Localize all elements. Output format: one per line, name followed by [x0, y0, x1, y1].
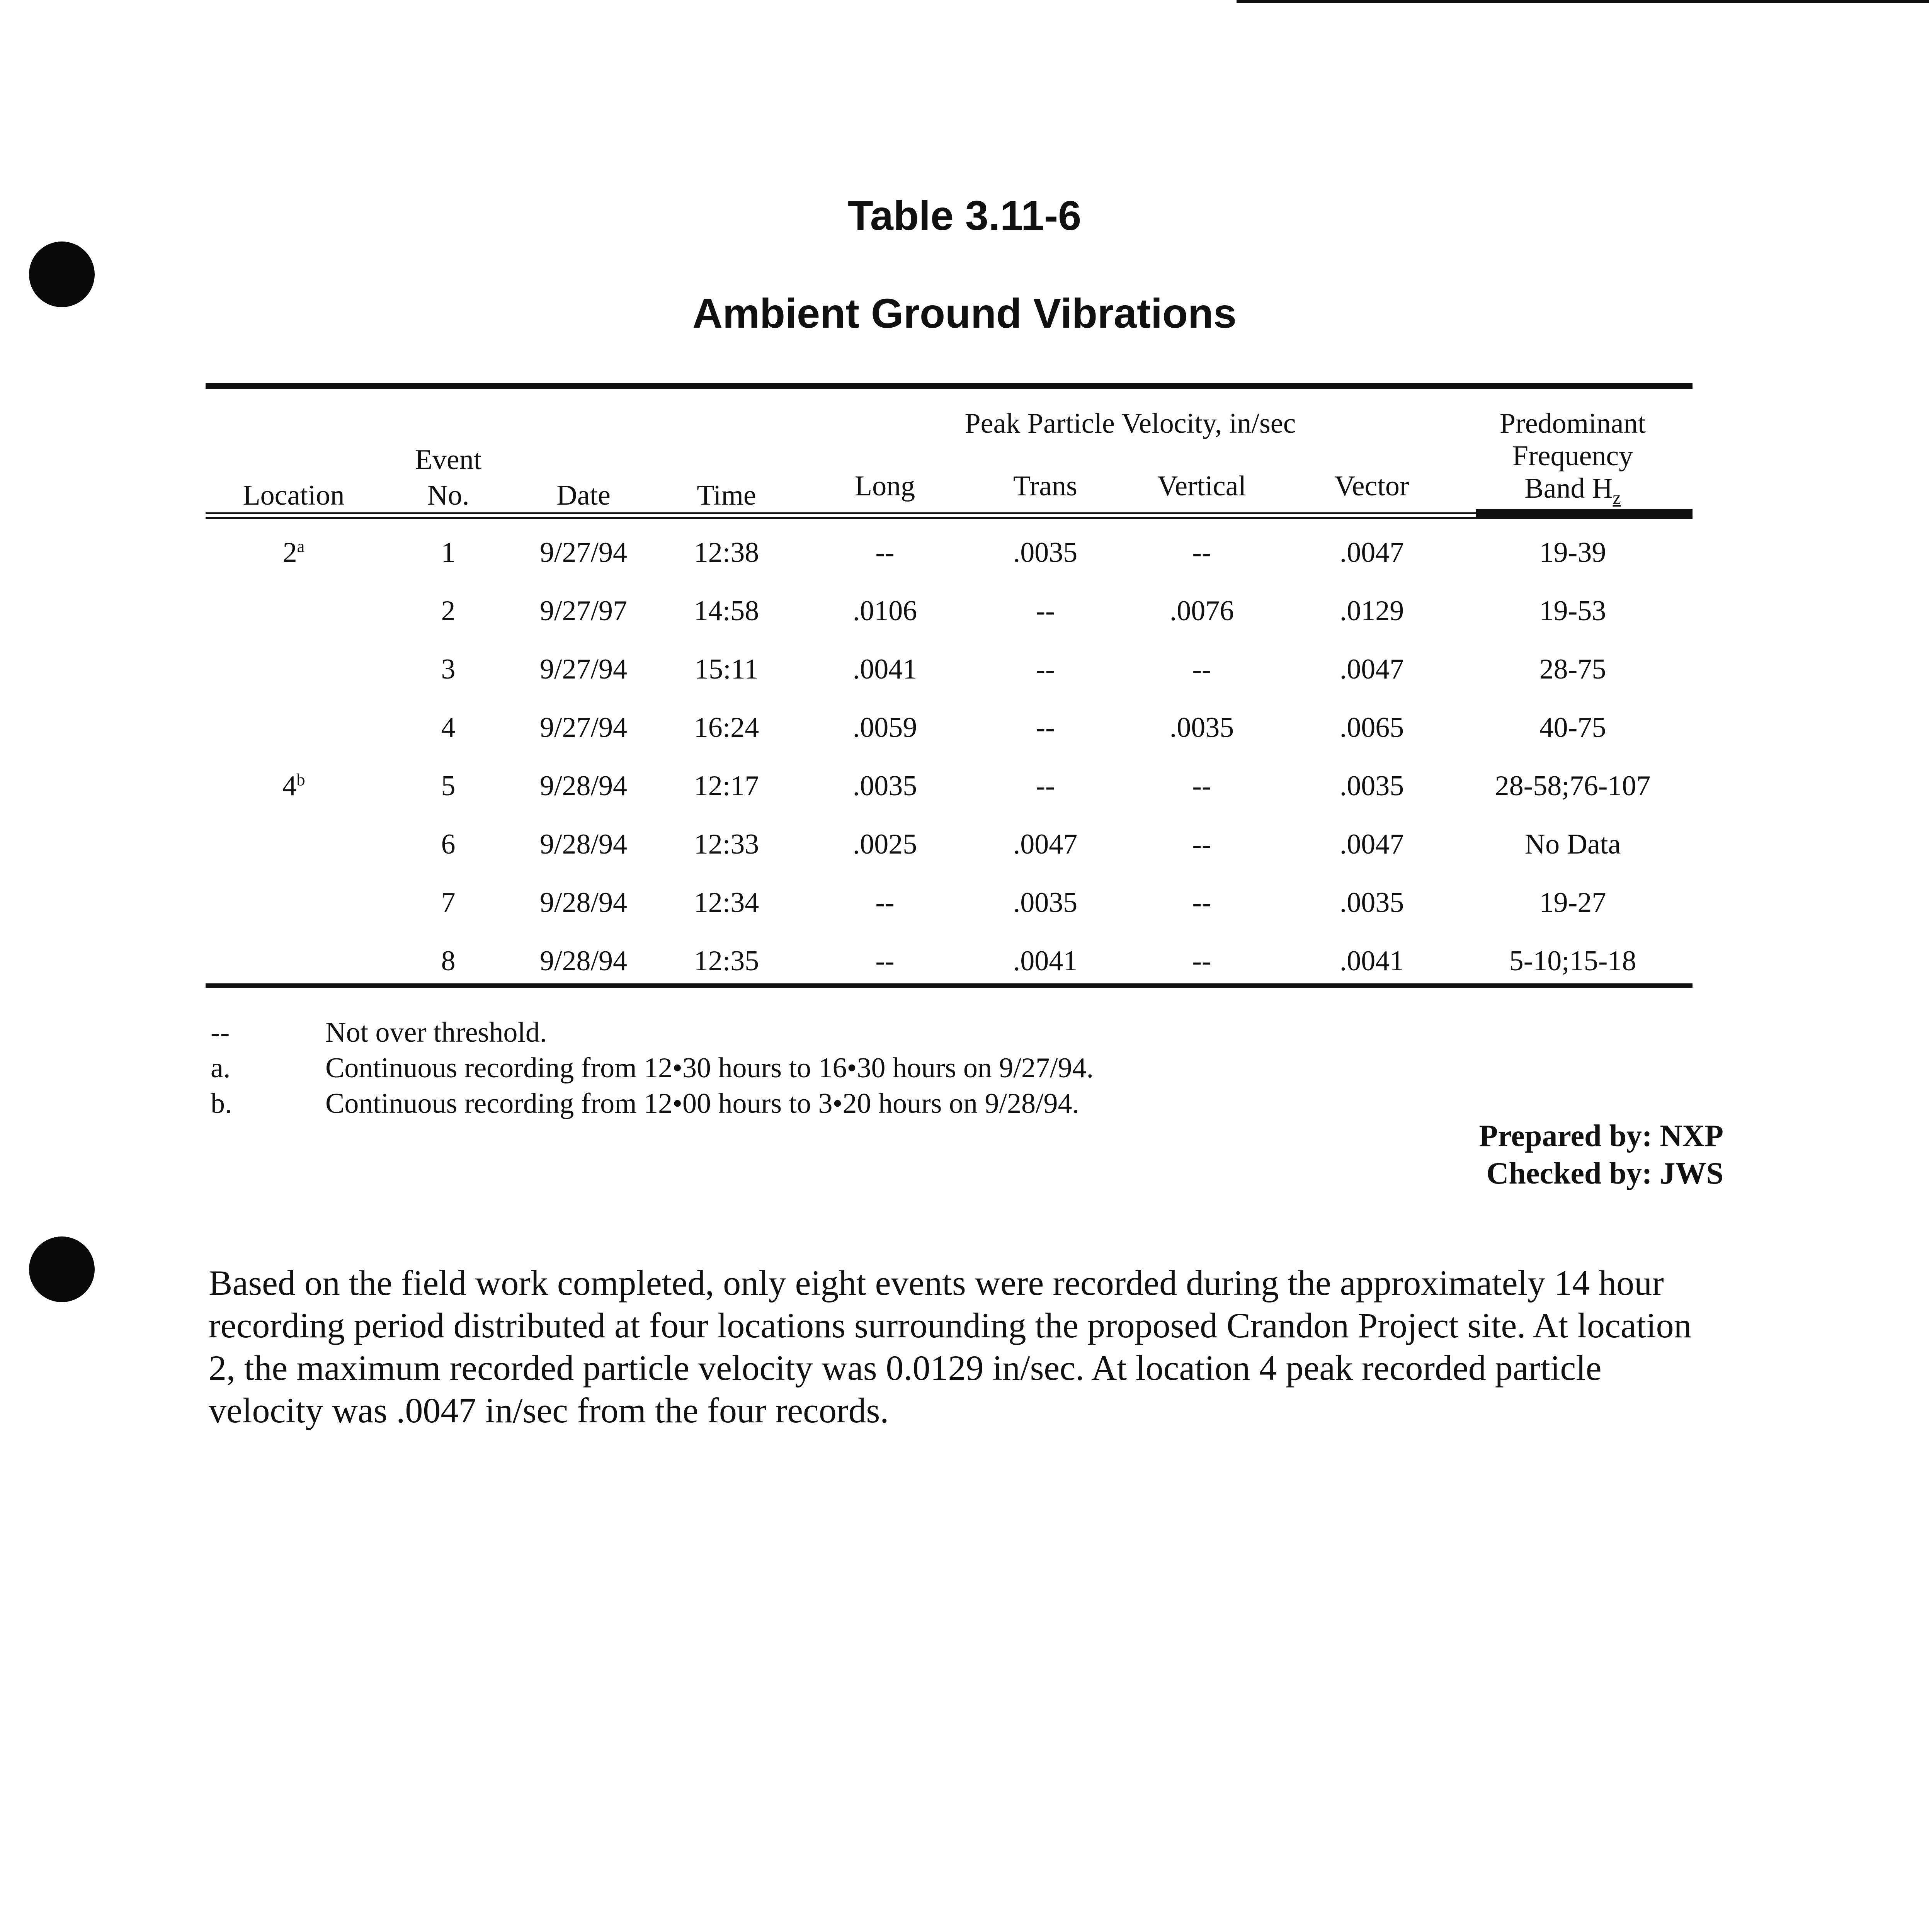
- cell-date: 9/28/94: [539, 828, 628, 860]
- header-date: Date: [556, 480, 611, 511]
- cell-time: 16:24: [694, 712, 759, 743]
- header-vertical: Vertical: [1157, 470, 1247, 502]
- header-vector: Vector: [1334, 470, 1409, 502]
- cell-trans: .0035: [1013, 537, 1078, 568]
- note-mark: b.: [211, 1088, 232, 1119]
- cell-date: 9/27/97: [539, 595, 628, 627]
- cell-trans: .0035: [1013, 887, 1078, 918]
- header-frequency-band: Predominant Frequency Band $H_z$: [1499, 408, 1646, 508]
- header-rule-thick: [1476, 509, 1693, 519]
- cell-vector: .0035: [1339, 887, 1404, 918]
- cell-vector: .0047: [1339, 537, 1404, 568]
- header-trans: Trans: [1013, 470, 1077, 502]
- cell-trans: --: [1036, 653, 1055, 685]
- cell-trans: --: [1036, 595, 1055, 627]
- cell-time: 12:38: [694, 537, 759, 568]
- cell-vertical: --: [1192, 537, 1211, 568]
- cell-date: 9/27/94: [539, 712, 628, 743]
- cell-vector: .0065: [1339, 712, 1404, 743]
- note-mark: a.: [211, 1052, 231, 1084]
- cell-trans: .0047: [1013, 828, 1078, 860]
- cell-vector: .0047: [1339, 653, 1404, 685]
- cell-long: --: [875, 537, 895, 568]
- cell-location: 2: [282, 537, 297, 568]
- cell-vector: .0041: [1339, 945, 1404, 977]
- header-rule: [206, 512, 1693, 514]
- header-location: Location: [243, 480, 345, 511]
- cell-trans: .0041: [1013, 945, 1078, 977]
- cell-trans: --: [1036, 770, 1055, 802]
- table-top-rule: [206, 383, 1693, 389]
- cell-vertical: --: [1192, 887, 1211, 918]
- cell-vector: .0047: [1339, 828, 1404, 860]
- cell-band: 19-53: [1539, 595, 1606, 627]
- cell-date: 9/28/94: [539, 887, 628, 918]
- cell-vertical: --: [1192, 945, 1211, 977]
- cell-long: .0025: [852, 828, 917, 860]
- cell-event: 3: [441, 653, 456, 685]
- cell-vector: .0129: [1339, 595, 1404, 627]
- table-bottom-rule: [206, 983, 1693, 988]
- cell-event: 5: [441, 770, 456, 802]
- cell-vector: .0035: [1339, 770, 1404, 802]
- cell-vertical: --: [1192, 828, 1211, 860]
- header-long: Long: [854, 470, 915, 502]
- table-number: Table 3.11-6: [847, 192, 1082, 239]
- cell-date: 9/28/94: [539, 770, 628, 802]
- cell-date: 9/28/94: [539, 945, 628, 977]
- header-rule: [206, 517, 1693, 519]
- header-velocity-group: Peak Particle Velocity, in/sec: [964, 408, 1296, 439]
- cell-band: 19-27: [1539, 887, 1606, 918]
- cell-vertical: .0076: [1169, 595, 1234, 627]
- cell-location: 4: [282, 770, 297, 802]
- note-text: Not over threshold.: [325, 1017, 547, 1048]
- header-event: Event No.: [415, 444, 482, 511]
- note-text: Continuous recording from 12•00 hours to 3•20 hours on 9/28/94.: [325, 1088, 1080, 1119]
- cell-event: 7: [441, 887, 456, 918]
- prepared-by: Prepared by: NXP: [1479, 1119, 1723, 1153]
- cell-band: 40-75: [1539, 712, 1606, 743]
- cell-time: 12:33: [694, 828, 759, 860]
- note-text: Continuous recording from 12•30 hours to 16•30 hours on 9/27/94.: [325, 1052, 1094, 1084]
- note-mark: --: [211, 1017, 230, 1048]
- cell-long: .0059: [852, 712, 917, 743]
- cell-trans: --: [1036, 712, 1055, 743]
- table-title: Ambient Ground Vibrations: [692, 290, 1237, 337]
- cell-band: 19-39: [1539, 537, 1606, 568]
- cell-band: No Data: [1524, 828, 1621, 860]
- cell-band: 28-75: [1539, 653, 1606, 685]
- cell-date: 9/27/94: [539, 653, 628, 685]
- body-paragraph: Based on the field work completed, only eight events were recorded during the approximately 14 hour recording period distributed at four locations surrounding the proposed Crandon Project site. At location 2, the maximum recorded particle velocity was 0.0129 in/sec. At location 4 peak recorded particle velocity was .0047 in/sec from the four records.: [209, 1263, 1692, 1430]
- cell-vertical: --: [1192, 653, 1211, 685]
- cell-date: 9/27/94: [539, 537, 628, 568]
- punch-hole: [29, 1236, 95, 1302]
- cell-long: --: [875, 887, 895, 918]
- cell-event: 6: [441, 828, 456, 860]
- cell-long: .0041: [852, 653, 917, 685]
- cell-time: 12:34: [694, 887, 759, 918]
- cell-long: .0035: [852, 770, 917, 802]
- top-edge-rule: [1237, 0, 1929, 3]
- cell-time: 12:17: [694, 770, 759, 802]
- cell-vertical: --: [1192, 770, 1211, 802]
- cell-event: 4: [441, 712, 456, 743]
- cell-event: 1: [441, 537, 456, 568]
- cell-vertical: .0035: [1169, 712, 1234, 743]
- header-time: Time: [697, 480, 756, 511]
- cell-event: 2: [441, 595, 456, 627]
- checked-by: Checked by: JWS: [1486, 1156, 1723, 1190]
- cell-event: 8: [441, 945, 456, 977]
- cell-time: 12:35: [694, 945, 759, 977]
- cell-long: .0106: [852, 595, 917, 627]
- cell-time: 15:11: [694, 653, 759, 685]
- cell-band: 28-58;76-107: [1495, 770, 1651, 802]
- cell-band: 5-10;15-18: [1509, 945, 1636, 977]
- cell-long: --: [875, 945, 895, 977]
- cell-time: 14:58: [694, 595, 759, 627]
